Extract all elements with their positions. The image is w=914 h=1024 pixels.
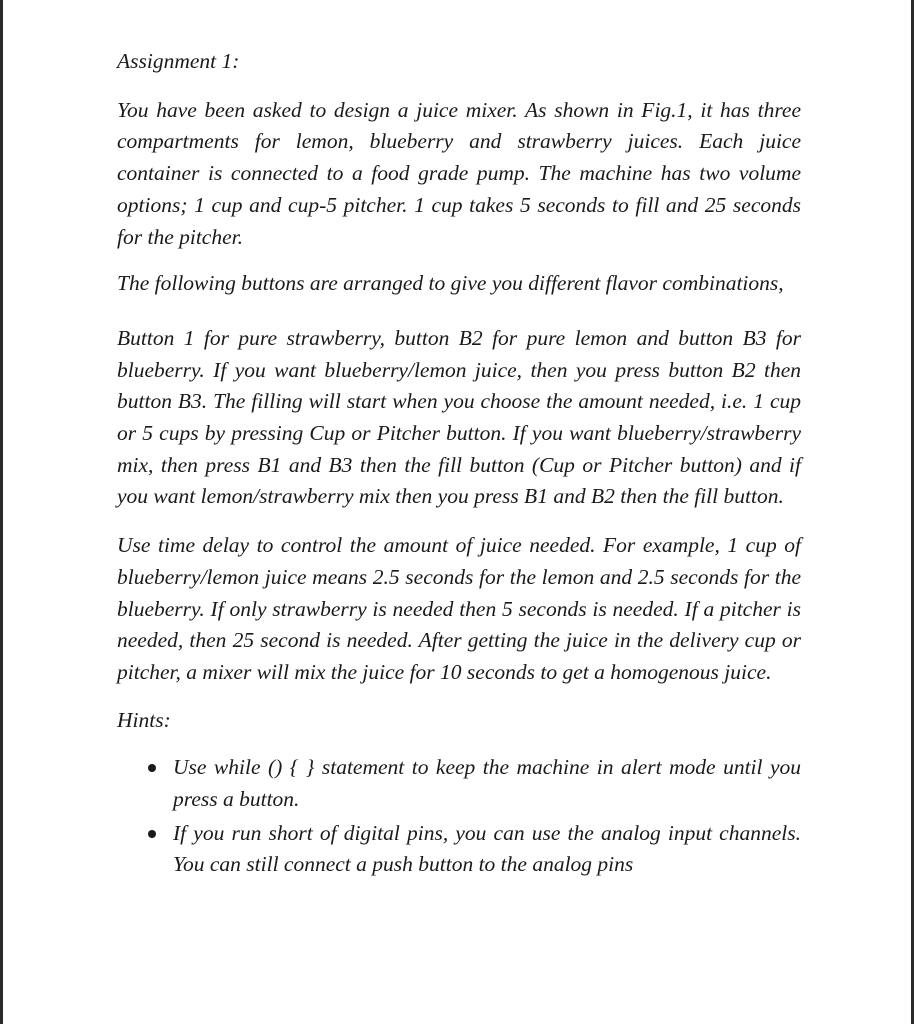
document-content [117, 46, 801, 883]
hints-list [117, 752, 801, 881]
bullet-icon [148, 830, 156, 838]
hint-item [117, 752, 801, 815]
bullet-icon [148, 764, 156, 772]
hint-text: If you run short of digital pins, you can use the analog input channels. You can still connect a push button to the analog pins [173, 820, 801, 877]
hint-text: Use while () { } statement to keep the machine in alert mode until you press a button. [173, 755, 801, 812]
paragraph-time-delay: Use time delay to control the amount of juice needed. For example, 1 cup of blueberry/lemon juice means 2.5 seconds for the lemon and 2.5 seconds for the blueberry. If only strawberry is needed then 5 seconds is needed. If a pitcher is needed, then 25 second is needed. After getting the juice in the delivery cup or pitcher, a mixer will mix the juice for 10 seconds to get a homogenous juice. [117, 533, 801, 684]
hints-label: Hints: [117, 707, 171, 732]
paragraph-intro: You have been asked to design a juice mixer. As shown in Fig.1, it has three compartments for lemon, blueberry and strawberry juices. Each juice container is connected to a food grade pump. The machine has two volume options; 1 cup and cup-5 pitcher. 1 cup takes 5 seconds to fill and 25 seconds for the pitcher. [117, 97, 801, 249]
assignment-title: Assignment 1: [117, 49, 240, 73]
hint-item [117, 818, 801, 881]
paragraph-button-combinations: Button 1 for pure strawberry, button B2 for pure lemon and button B3 for blueberry. If you want blueberry/lemon juice, then you press button B2 then button B3. The filling will start when you choose the amount needed, i.e. 1 cup or 5 cups by pressing Cup or Pitcher button. If you want blueberry/strawberry mix, then press B1 and B3 then the fill button (Cup or Pitcher button) and if you want lemon/strawberry mix then you press B1 and B2 then the fill button. [117, 325, 801, 509]
paragraph-buttons-intro: The following buttons are arranged to give you different flavor combinations, [117, 271, 784, 296]
